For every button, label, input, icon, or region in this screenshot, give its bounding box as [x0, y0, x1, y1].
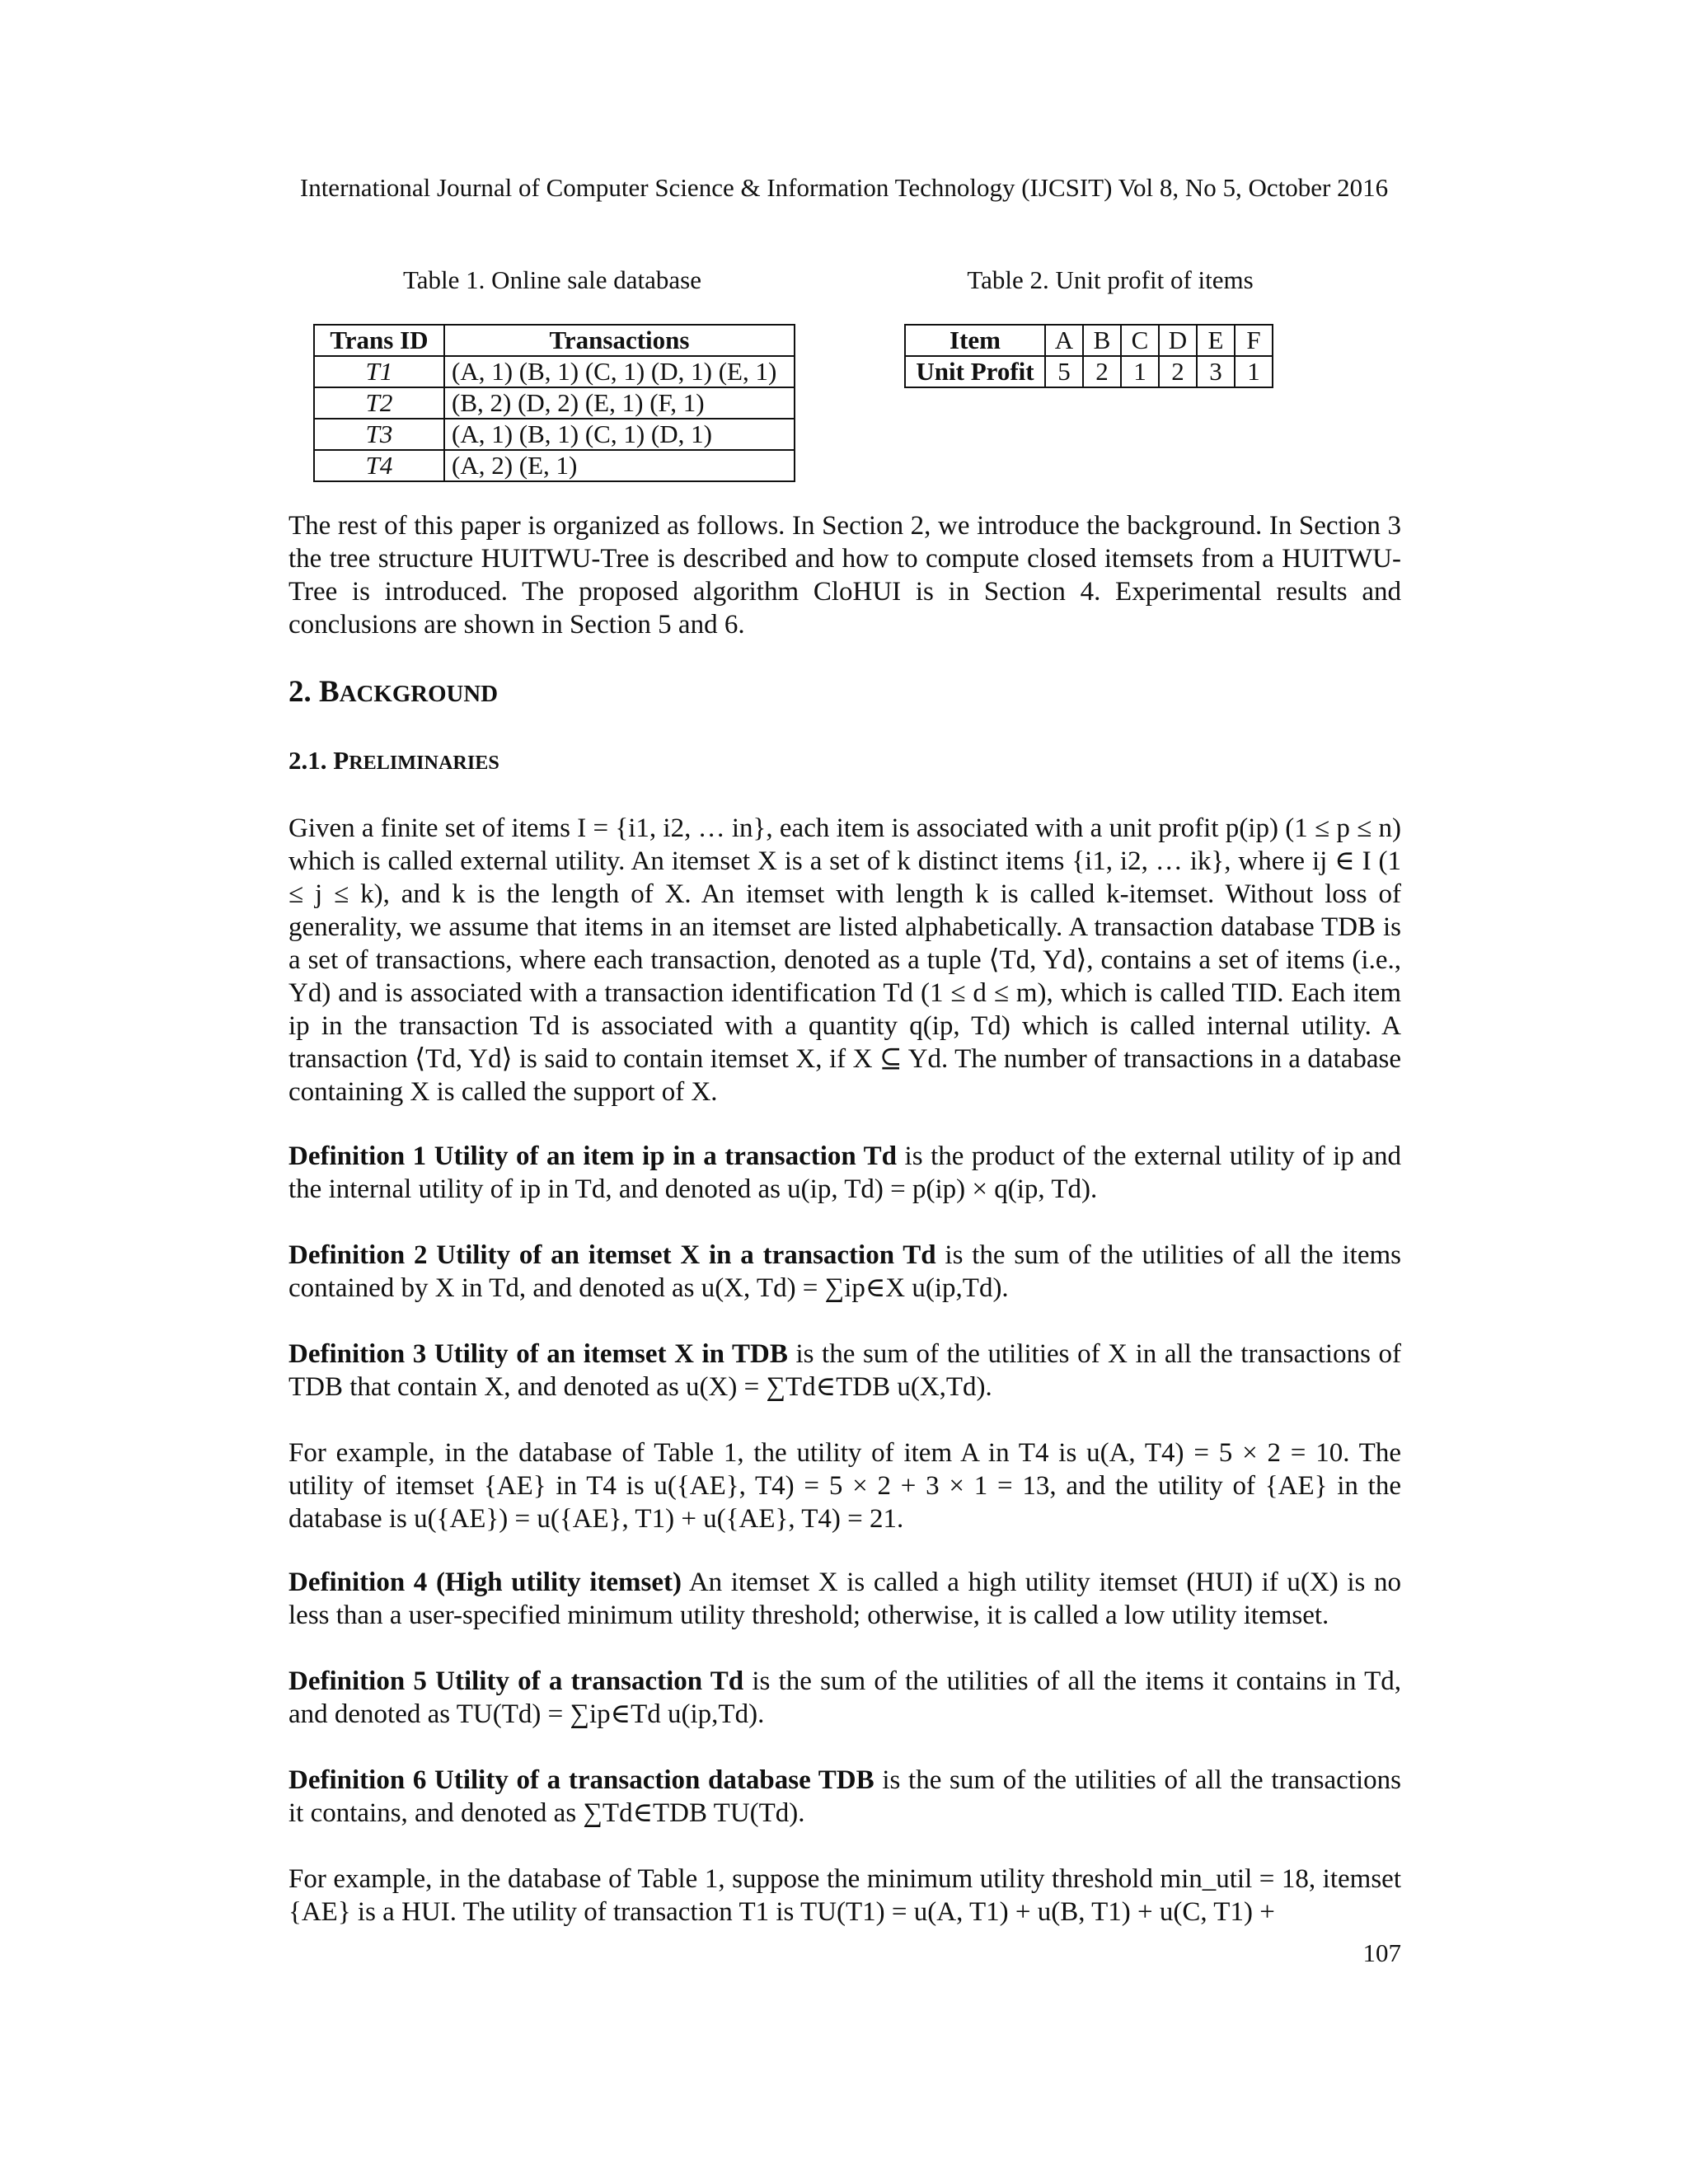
example-1: For example, in the database of Table 1, the utility of item A in T4 is u(A, T4) = 5 × 2 = 10. The utility of itemset {AE} in T4 is u({AE}, T4) = 5 × 2 + 3 × 1 = 13, and the utility of {AE} in the database is u({AE}) = u({AE}, T1) + u({AE}, T4) = 21.: [288, 1438, 1401, 1534]
unit-profit-table: [904, 324, 1273, 388]
definition-4: Definition 4 (High utility itemset) An itemset X is called a high utility itemset (HUI) if u(X) is no less than a user-specified minimum utility threshold; otherwise, it is called a low utility itemset.: [288, 1568, 1401, 1630]
transaction-cell: (A, 1) (B, 1) (C, 1) (D, 1): [444, 419, 795, 450]
table1-caption: Table 1. Online sale database: [403, 265, 701, 294]
item-cell: D: [1159, 325, 1197, 356]
table-row: [314, 450, 795, 481]
section-heading-background: 2. BACKGROUND: [288, 675, 499, 709]
unit-profit-label: Unit Profit: [905, 356, 1045, 387]
definition-1: Definition 1 Utility of an item ip in a transaction Td is the product of the external utility of ip and the internal utility of ip in Td, and denoted as u(ip, Td) = p(ip) × q(ip, Td).: [288, 1141, 1401, 1204]
table-row: [905, 325, 1273, 356]
definition-5: Definition 5 Utility of a transaction Td is the sum of the utilities of all the items it contains in Td, and denoted as TU(Td) = ∑ip∈Td u(ip,Td).: [288, 1666, 1402, 1729]
profit-cell: 2: [1159, 356, 1197, 387]
table1-header-tid: Trans ID: [314, 325, 444, 356]
transaction-cell: (A, 1) (B, 1) (C, 1) (D, 1) (E, 1): [444, 356, 795, 387]
transaction-cell: (B, 2) (D, 2) (E, 1) (F, 1): [444, 387, 795, 419]
table-row: [314, 387, 795, 419]
definition-2: Definition 2 Utility of an itemset X in a transaction Td is the sum of the utilities of all the items contained by X in Td, and denoted as u(X, Td) = ∑ip∈X u(ip,Td).: [288, 1240, 1401, 1303]
preliminaries-paragraph: Given a finite set of items I = {i1, i2, … in}, each item is associated with a unit profit p(ip) (1 ≤ p ≤ n) which is called external utility. An itemset X is a set of k distinct items {i1, i2, … ik}, where ij ∈ I (1 ≤ j ≤ k), and k is the length of X. An itemset with length k is called k-itemset. Without loss of generality, we assume that items in an itemset are listed alphabetically. A transaction database TDB is a set of transactions, where each transaction, denoted as a tuple ⟨Td, Yd⟩, contains a set of items (i.e., Yd) and is associated with a transaction identification Td (1 ≤ d ≤ m), which is called TID. Each item ip in the transaction Td is associated with a quantity q(ip, Td) which is called internal utility. A transaction ⟨Td, Yd⟩ is said to contain itemset X, if X ⊆ Yd. The number of transactions in a database containing X is called the support of X.: [288, 813, 1401, 1107]
profit-cell: 1: [1121, 356, 1159, 387]
item-cell: E: [1197, 325, 1235, 356]
profit-cell: 1: [1235, 356, 1273, 387]
example-2: For example, in the database of Table 1, suppose the minimum utility threshold min_util = 18, itemset {AE} is a HUI. The utility of transaction T1 is TU(T1) = u(A, T1) + u(B, T1) + u(C, T1) +: [288, 1864, 1401, 1927]
definition-6: Definition 6 Utility of a transaction database TDB is the sum of the utilities of all the transactions it contains, and denoted as ∑Td∈TDB TU(Td).: [288, 1765, 1401, 1828]
item-label: Item: [905, 325, 1045, 356]
definition-3: Definition 3 Utility of an itemset X in TDB is the sum of the utilities of X in all the transactions of TDB that contain X, and denoted as u(X) = ∑Td∈TDB u(X,Td).: [288, 1339, 1401, 1402]
tid-cell: T3: [314, 419, 444, 450]
page-number: 107: [1362, 1938, 1401, 1967]
tid-cell: T1: [314, 356, 444, 387]
tid-cell: T2: [314, 387, 444, 419]
subsection-heading-preliminaries: 2.1. PRELIMINARIES: [288, 746, 499, 775]
item-cell: A: [1045, 325, 1083, 356]
table-row: [314, 419, 795, 450]
table-row: [905, 356, 1273, 387]
item-cell: C: [1121, 325, 1159, 356]
running-header: International Journal of Computer Science & Information Technology (IJCSIT) Vol 8, No 5, October 2016: [299, 173, 1389, 202]
profit-cell: 2: [1083, 356, 1121, 387]
tid-cell: T4: [314, 450, 444, 481]
table2-caption: Table 2. Unit profit of items: [967, 265, 1254, 294]
profit-cell: 5: [1045, 356, 1083, 387]
table1-header-transactions: Transactions: [444, 325, 795, 356]
item-cell: F: [1235, 325, 1273, 356]
table-row: [314, 356, 795, 387]
intro-paragraph: The rest of this paper is organized as follows. In Section 2, we introduce the background. In Section 3 the tree structure HUITWU-Tree is described and how to compute closed itemsets from a HUITWU-Tree is introduced. The proposed algorithm CloHUI is in Section 4. Experimental results and conclusions are shown in Section 5 and 6.: [288, 511, 1401, 640]
item-cell: B: [1083, 325, 1121, 356]
online-sale-table: [313, 324, 795, 482]
transaction-cell: (A, 2) (E, 1): [444, 450, 795, 481]
profit-cell: 3: [1197, 356, 1235, 387]
